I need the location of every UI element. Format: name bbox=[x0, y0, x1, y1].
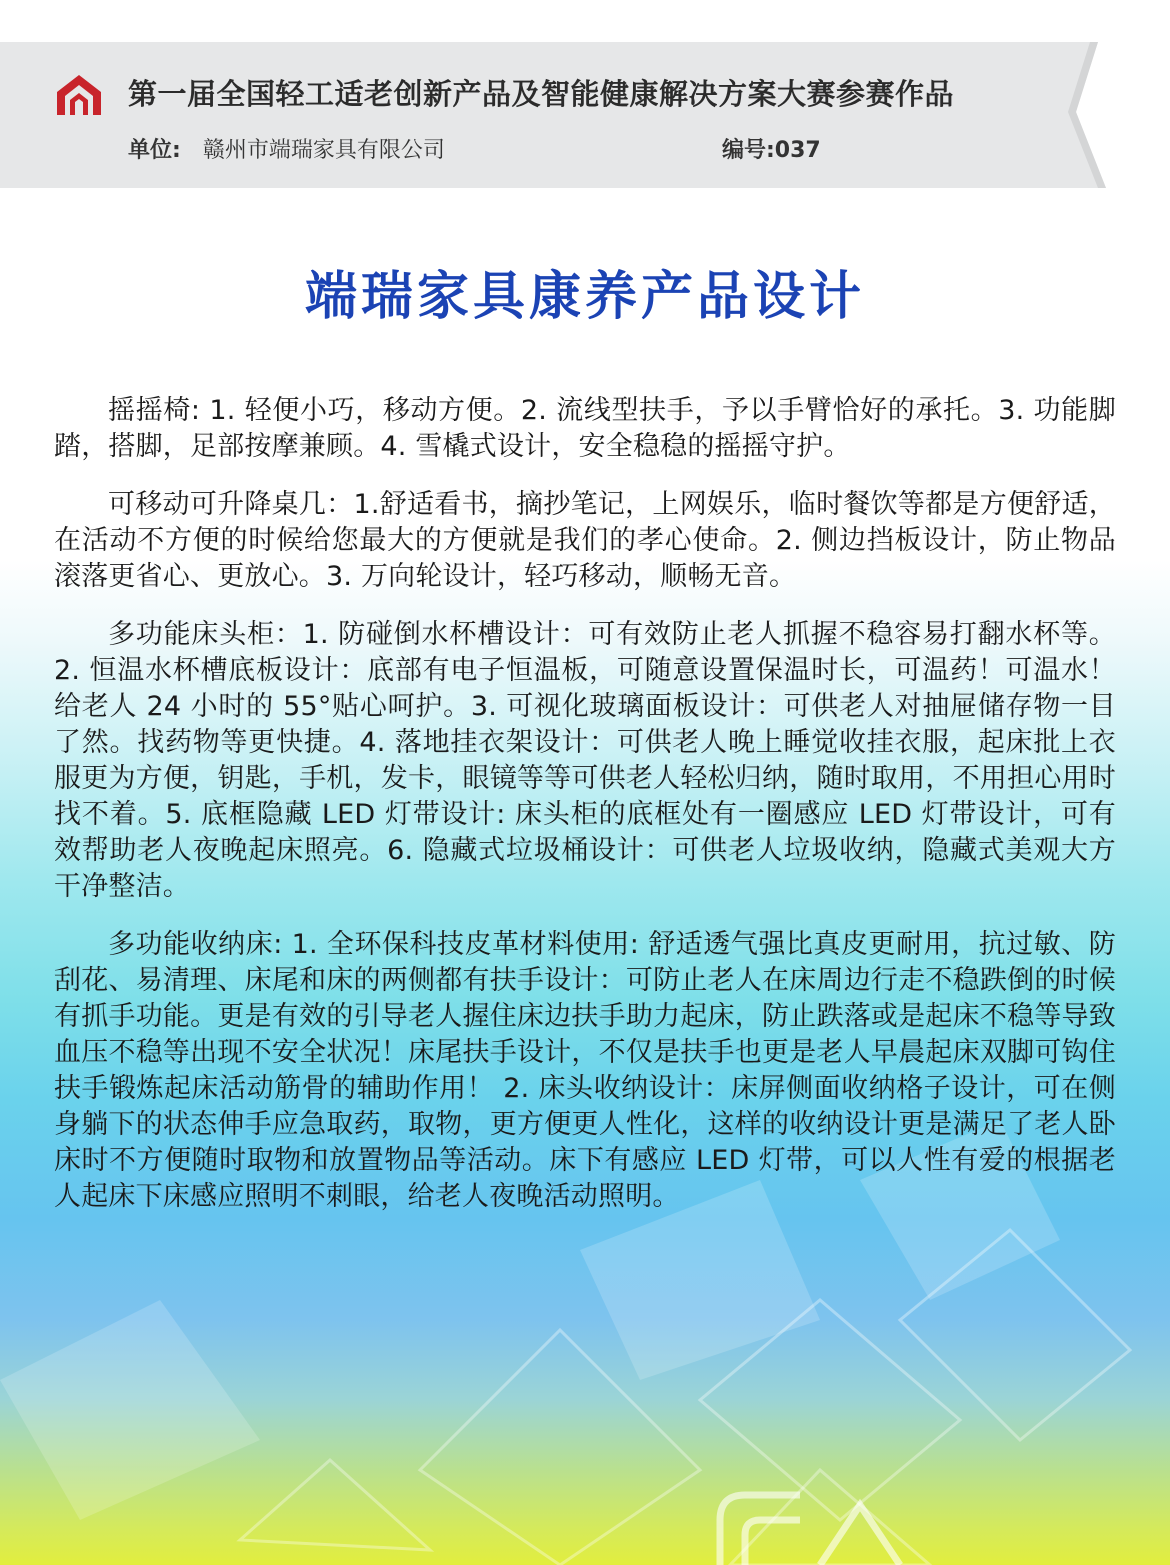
paragraph-storage-bed: 多功能收纳床: 1. 全环保科技皮革材料使用: 舒适透气强比真皮更耐用，抗过敏、防刮花、易清理、床尾和床的两侧都有扶手设计：可防止老人在床周边行走不稳跌倒的时候有抓手功能。更是有效的引导老人握住床边扶手助力起床，防止跌落或是起床不稳等导致血压不稳等出现不安全状况！床尾扶手设计，不仅是扶手也更是老人早晨起床双脚可钩住扶手锻炼起床活动筋骨的辅助作用！ 2. 床头收纳设计：床屏侧面收纳格子设计，可在侧身躺下的状态伸手应急取药，取物，更方便更人性化，这样的收纳设计更是满足了老人卧床时不方便随时取物和放置物品等活动。床下有感应 LED 灯带，可以人性有爱的根据老人起床下床感应照明不刺眼，给老人夜晚活动照明。 bbox=[54, 929, 1116, 1212]
unit-row bbox=[128, 133, 445, 164]
page-title: 端瑞家具康养产品设计 bbox=[304, 267, 865, 327]
paragraph-lift-table: 可移动可升降桌几：1.舒适看书，摘抄笔记，上网娱乐，临时餐饮等都是方便舒适，在活动不方便的时候给您最大的方便就是我们的孝心使命。2. 侧边挡板设计，防止物品滚落更省心、更放心。3. 万向轮设计，轻巧移动，顺畅无音。 bbox=[54, 489, 1116, 592]
content-body bbox=[54, 393, 1116, 1237]
contest-title: 第一届全国轻工适老创新产品及智能健康解决方案大赛参赛作品 bbox=[128, 77, 955, 111]
unit-label: 单位: bbox=[128, 138, 181, 163]
paragraph-bedside-cabinet: 多功能床头柜：1. 防碰倒水杯槽设计：可有效防止老人抓握不稳容易打翻水杯等。2. 恒温水杯槽底板设计：底部有电子恒温板，可随意设置保温时长，可温药！可温水！给老人 24 小时的 55°贴心呵护。3. 可视化玻璃面板设计：可供老人对抽屉储存物一目了然。找药物等更快捷。4. 落地挂衣架设计：可供老人晚上睡觉收挂衣服，起床批上衣服更为方便，钥匙，手机，发卡，眼镜等等可供老人轻松归纳，随时取用，不用担心用时找不着。5. 底框隐藏 LED 灯带设计: 床头柜的底框处有一圈感应 LED 灯带设计，可有效帮助老人夜晚起床照亮。6. 隐藏式垃圾桶设计：可供老人垃圾收纳，隐藏式美观大方干净整洁。 bbox=[54, 619, 1116, 902]
unit-name: 赣州市端瑞家具有限公司 bbox=[202, 138, 445, 163]
header-band bbox=[0, 42, 1110, 188]
serial-number: 编号:037 bbox=[722, 138, 821, 163]
house-logo-icon bbox=[54, 72, 104, 118]
paragraph-rocking-chair: 摇摇椅: 1. 轻便小巧，移动方便。2. 流线型扶手，予以手臂恰好的承托。3. 功能脚踏，搭脚，足部按摩兼顾。4. 雪橇式设计，安全稳稳的摇摇守护。 bbox=[54, 395, 1116, 462]
